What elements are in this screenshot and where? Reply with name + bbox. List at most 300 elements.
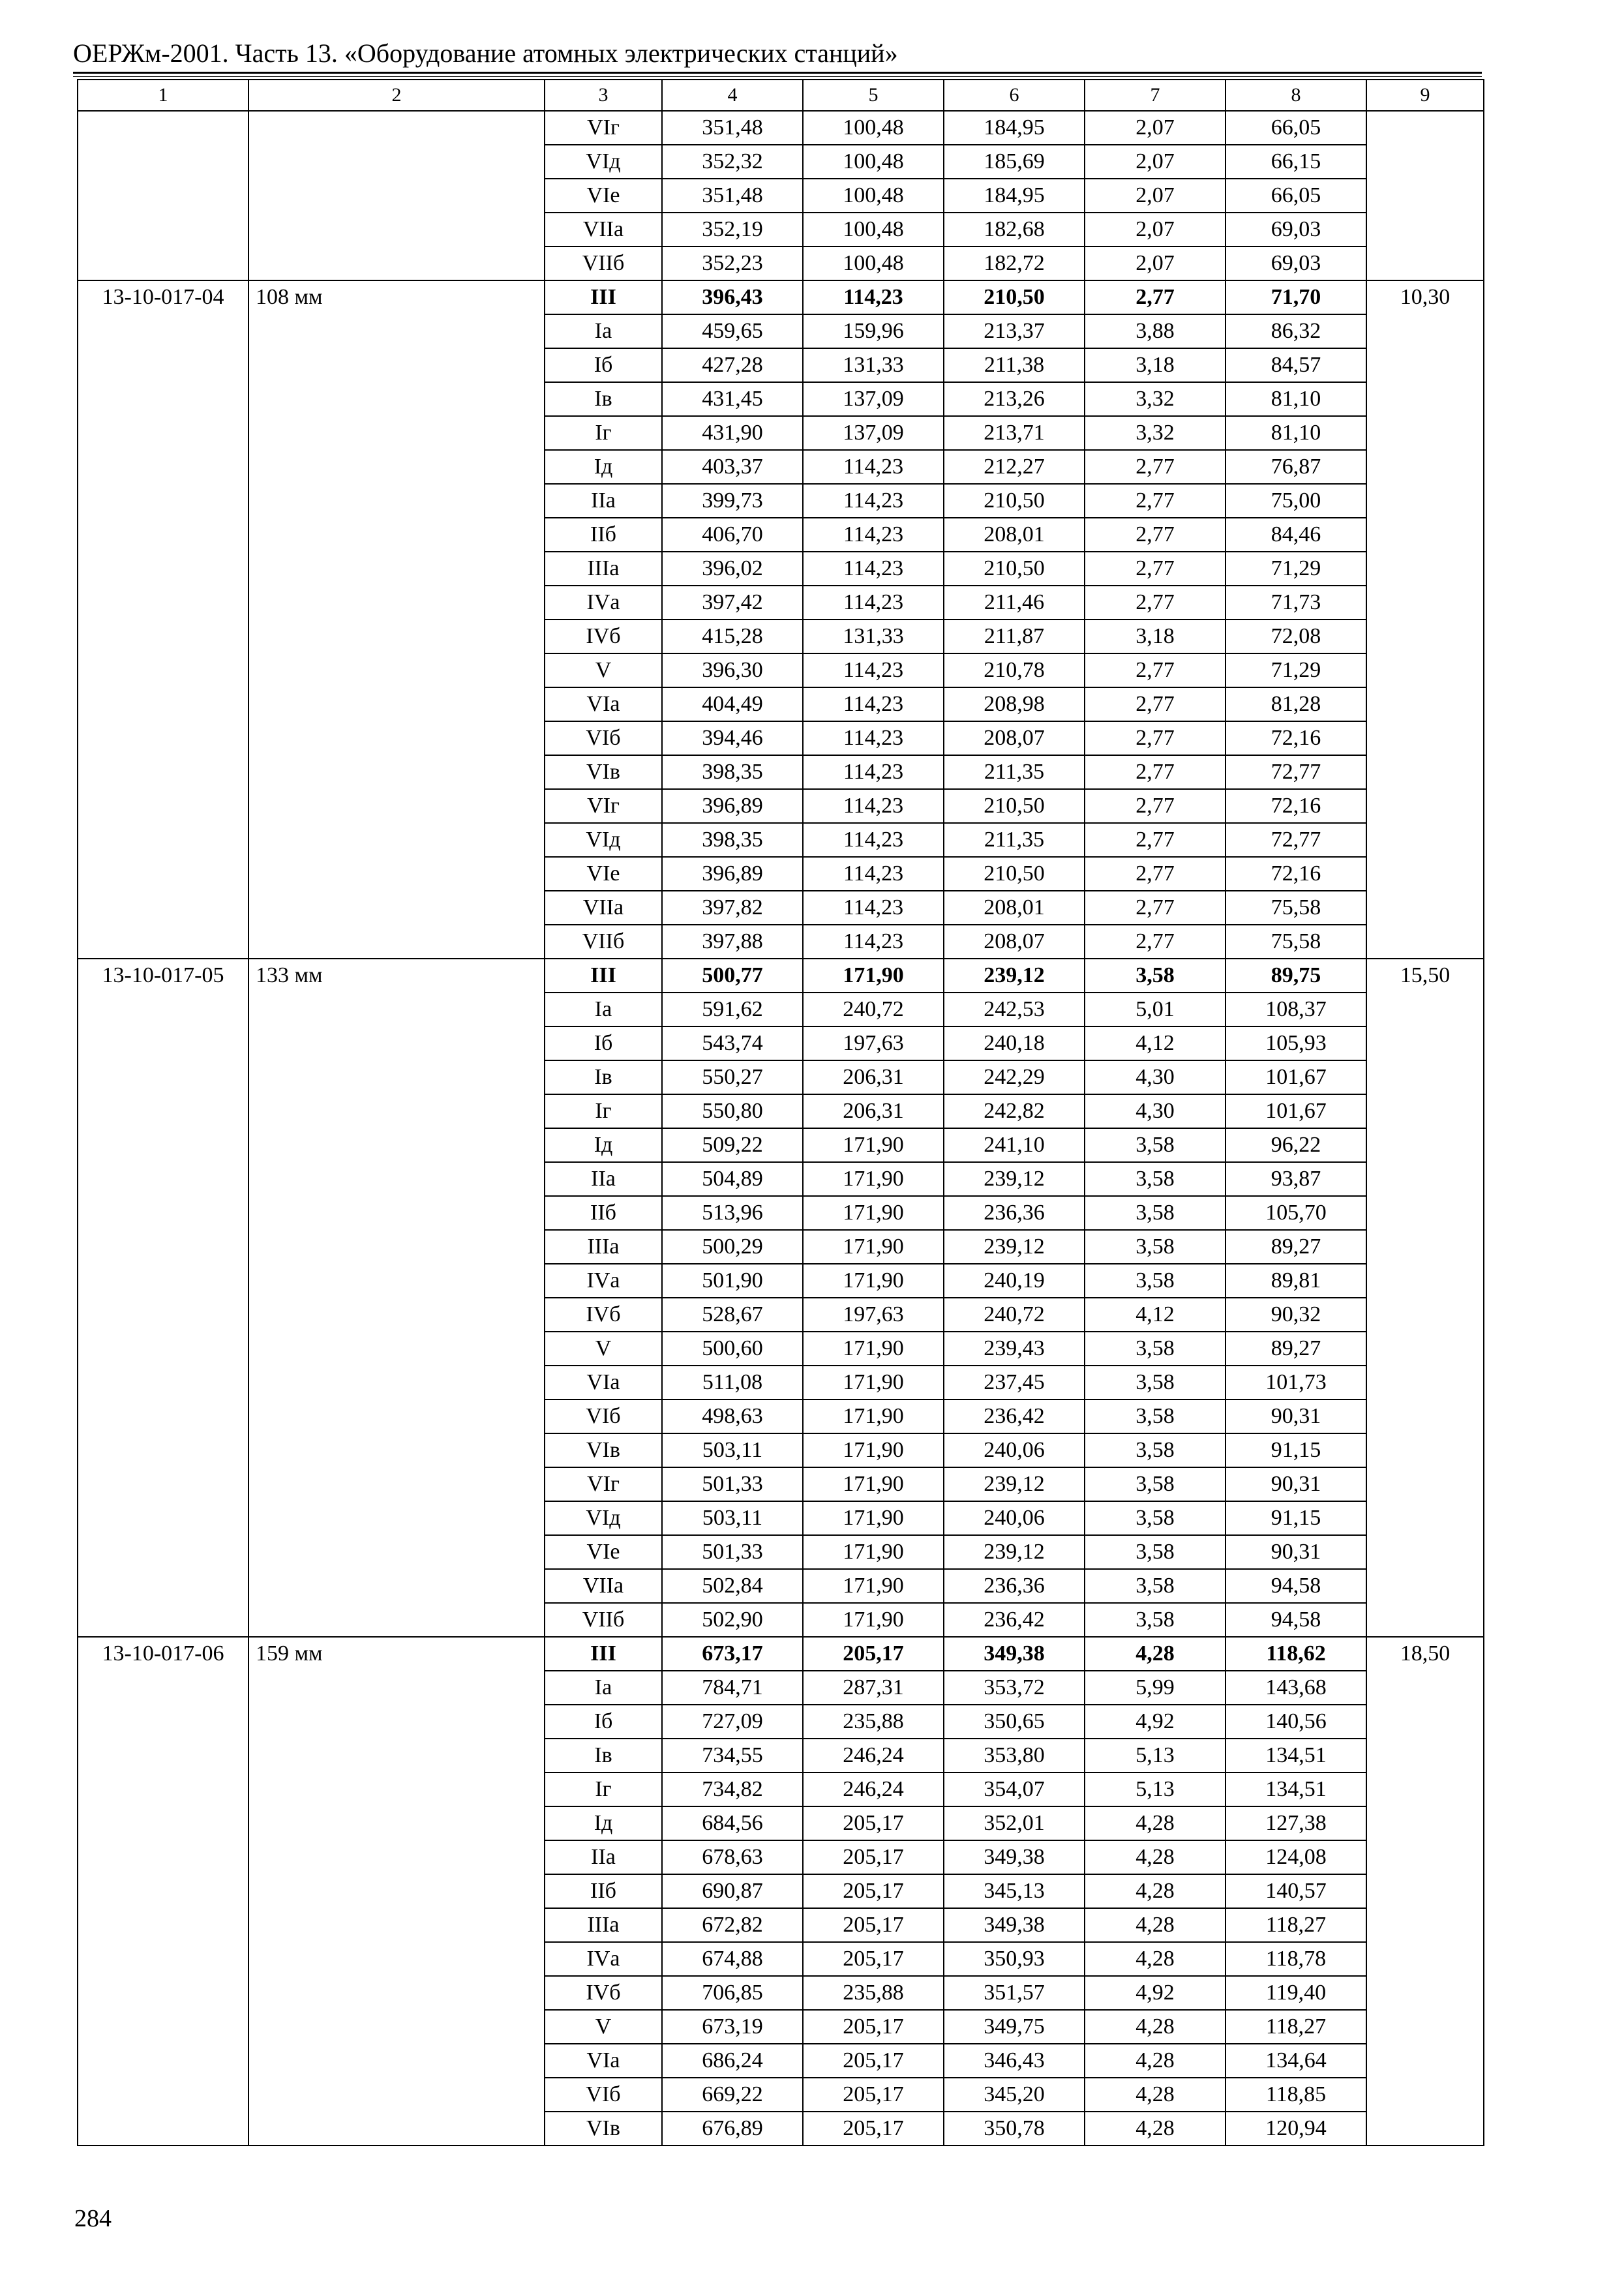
materials-cell: 134,64	[1226, 2044, 1366, 2078]
materials-cell: 118,85	[1226, 2078, 1366, 2112]
machines-cell: 212,27	[944, 450, 1085, 484]
materials-cell: 81,10	[1226, 416, 1366, 450]
class-cell: IIIа	[545, 1908, 662, 1942]
machines-cell: 353,80	[944, 1739, 1085, 1773]
cost-total-cell: 501,33	[662, 1535, 803, 1569]
materials-cell: 94,58	[1226, 1569, 1366, 1603]
machines-cell: 237,45	[944, 1366, 1085, 1399]
wages-cell: 159,96	[803, 314, 944, 348]
class-cell: VIе	[545, 857, 662, 891]
wages-cell: 205,17	[803, 1806, 944, 1840]
materials-cell: 101,67	[1226, 1060, 1366, 1094]
cost-total-cell: 502,90	[662, 1603, 803, 1637]
materials-cell: 75,00	[1226, 484, 1366, 518]
wages-cell: 171,90	[803, 1399, 944, 1433]
wages-cell: 114,23	[803, 789, 944, 823]
materials-cell: 89,75	[1226, 959, 1366, 993]
materials-cell: 118,78	[1226, 1942, 1366, 1976]
labor-cell: 4,92	[1085, 1976, 1226, 2010]
column-number: 6	[944, 80, 1085, 111]
labor-cell: 3,58	[1085, 1501, 1226, 1535]
class-cell: IIб	[545, 1196, 662, 1230]
cost-total-cell: 504,89	[662, 1162, 803, 1196]
labor-cell: 3,58	[1085, 1535, 1226, 1569]
diameter-cell: 159 мм	[248, 1637, 545, 2146]
materials-cell: 105,70	[1226, 1196, 1366, 1230]
machines-cell: 213,26	[944, 382, 1085, 416]
materials-cell: 71,29	[1226, 552, 1366, 586]
cost-total-cell: 427,28	[662, 348, 803, 382]
labor-cell: 4,28	[1085, 2010, 1226, 2044]
class-cell: IVб	[545, 620, 662, 653]
page-number: 284	[74, 2205, 112, 2232]
materials-cell: 72,16	[1226, 789, 1366, 823]
labor-cell: 2,77	[1085, 823, 1226, 857]
wages-cell: 114,23	[803, 653, 944, 687]
materials-cell: 134,51	[1226, 1739, 1366, 1773]
machines-cell: 351,57	[944, 1976, 1085, 2010]
materials-cell: 118,27	[1226, 2010, 1366, 2044]
cost-total-cell: 734,82	[662, 1773, 803, 1806]
machines-cell: 210,50	[944, 857, 1085, 891]
cost-total-cell: 498,63	[662, 1399, 803, 1433]
materials-cell: 89,27	[1226, 1332, 1366, 1366]
cost-total-cell: 351,48	[662, 111, 803, 145]
materials-cell: 90,31	[1226, 1535, 1366, 1569]
cost-total-cell: 399,73	[662, 484, 803, 518]
machines-cell: 210,50	[944, 552, 1085, 586]
wages-cell: 171,90	[803, 959, 944, 993]
cost-total-cell: 396,43	[662, 280, 803, 314]
wages-cell: 137,09	[803, 382, 944, 416]
machines-cell: 349,38	[944, 1840, 1085, 1874]
wages-cell: 114,23	[803, 857, 944, 891]
cost-total-cell: 500,60	[662, 1332, 803, 1366]
machines-cell: 208,01	[944, 891, 1085, 925]
materials-cell: 69,03	[1226, 213, 1366, 247]
machines-cell: 239,12	[944, 1230, 1085, 1264]
labor-cell: 3,58	[1085, 1196, 1226, 1230]
materials-cell: 71,73	[1226, 586, 1366, 620]
cost-total-cell: 396,02	[662, 552, 803, 586]
class-cell: IIб	[545, 518, 662, 552]
equipment-mass-cell: 18,50	[1366, 1637, 1484, 2146]
wages-cell: 206,31	[803, 1060, 944, 1094]
wages-cell: 114,23	[803, 925, 944, 959]
materials-cell: 84,57	[1226, 348, 1366, 382]
machines-cell: 239,12	[944, 1162, 1085, 1196]
cost-total-cell: 394,46	[662, 721, 803, 755]
wages-cell: 171,90	[803, 1264, 944, 1298]
machines-cell: 239,12	[944, 959, 1085, 993]
class-cell: V	[545, 2010, 662, 2044]
machines-cell: 354,07	[944, 1773, 1085, 1806]
machines-cell: 208,07	[944, 721, 1085, 755]
materials-cell: 91,15	[1226, 1433, 1366, 1467]
wages-cell: 114,23	[803, 450, 944, 484]
class-cell: VIв	[545, 755, 662, 789]
price-table-body	[78, 80, 1484, 2146]
cost-total-cell: 734,55	[662, 1739, 803, 1773]
column-number: 2	[248, 80, 545, 111]
materials-cell: 96,22	[1226, 1128, 1366, 1162]
labor-cell: 4,92	[1085, 1705, 1226, 1739]
machines-cell: 184,95	[944, 179, 1085, 213]
class-cell: Iб	[545, 1026, 662, 1060]
header-rule-thin	[73, 76, 1482, 77]
labor-cell: 4,28	[1085, 1874, 1226, 1908]
class-cell: VIа	[545, 1366, 662, 1399]
cost-total-cell: 500,77	[662, 959, 803, 993]
class-cell: Iд	[545, 450, 662, 484]
machines-cell: 211,35	[944, 755, 1085, 789]
materials-cell: 118,62	[1226, 1637, 1366, 1671]
cost-total-cell: 500,29	[662, 1230, 803, 1264]
class-cell: Iд	[545, 1806, 662, 1840]
materials-cell: 134,51	[1226, 1773, 1366, 1806]
labor-cell: 2,77	[1085, 280, 1226, 314]
machines-cell: 210,78	[944, 653, 1085, 687]
materials-cell: 93,87	[1226, 1162, 1366, 1196]
materials-cell: 90,32	[1226, 1298, 1366, 1332]
class-cell: VIе	[545, 1535, 662, 1569]
labor-cell: 2,77	[1085, 755, 1226, 789]
materials-cell: 75,58	[1226, 891, 1366, 925]
column-number: 3	[545, 80, 662, 111]
materials-cell: 72,77	[1226, 823, 1366, 857]
wages-cell: 205,17	[803, 2078, 944, 2112]
labor-cell: 2,07	[1085, 213, 1226, 247]
machines-cell: 236,42	[944, 1399, 1085, 1433]
class-cell: VIIб	[545, 925, 662, 959]
materials-cell: 71,70	[1226, 280, 1366, 314]
labor-cell: 4,28	[1085, 1840, 1226, 1874]
class-cell: VIд	[545, 145, 662, 179]
class-cell: IIа	[545, 1840, 662, 1874]
materials-cell: 75,58	[1226, 925, 1366, 959]
cost-total-cell: 415,28	[662, 620, 803, 653]
materials-cell: 89,27	[1226, 1230, 1366, 1264]
labor-cell: 3,58	[1085, 1399, 1226, 1433]
wages-cell: 240,72	[803, 993, 944, 1026]
materials-cell: 72,08	[1226, 620, 1366, 653]
labor-cell: 4,12	[1085, 1298, 1226, 1332]
materials-cell: 118,27	[1226, 1908, 1366, 1942]
machines-cell: 240,19	[944, 1264, 1085, 1298]
wages-cell: 114,23	[803, 518, 944, 552]
machines-cell: 349,38	[944, 1908, 1085, 1942]
machines-cell: 350,93	[944, 1942, 1085, 1976]
column-number: 9	[1366, 80, 1484, 111]
cost-total-cell: 784,71	[662, 1671, 803, 1705]
materials-cell: 72,77	[1226, 755, 1366, 789]
class-cell: IIа	[545, 1162, 662, 1196]
machines-cell: 208,98	[944, 687, 1085, 721]
machines-cell: 211,38	[944, 348, 1085, 382]
cost-total-cell: 509,22	[662, 1128, 803, 1162]
wages-cell: 100,48	[803, 145, 944, 179]
cost-total-cell: 352,23	[662, 247, 803, 280]
wages-cell: 235,88	[803, 1705, 944, 1739]
wages-cell: 205,17	[803, 2044, 944, 2078]
cost-total-cell: 528,67	[662, 1298, 803, 1332]
diameter-cell: 133 мм	[248, 959, 545, 1637]
labor-cell: 4,30	[1085, 1060, 1226, 1094]
labor-cell: 3,58	[1085, 1264, 1226, 1298]
wages-cell: 114,23	[803, 484, 944, 518]
materials-cell: 124,08	[1226, 1840, 1366, 1874]
cost-total-cell: 351,48	[662, 179, 803, 213]
machines-cell: 239,43	[944, 1332, 1085, 1366]
wages-cell: 205,17	[803, 1874, 944, 1908]
wages-cell: 171,90	[803, 1467, 944, 1501]
labor-cell: 3,58	[1085, 1569, 1226, 1603]
class-cell: IVа	[545, 586, 662, 620]
cost-total-cell: 398,35	[662, 755, 803, 789]
wages-cell: 131,33	[803, 348, 944, 382]
machines-cell: 210,50	[944, 484, 1085, 518]
labor-cell: 2,77	[1085, 653, 1226, 687]
class-cell: VIд	[545, 1501, 662, 1535]
wages-cell: 205,17	[803, 2010, 944, 2044]
diameter-cell	[248, 111, 545, 280]
cost-total-cell: 686,24	[662, 2044, 803, 2078]
cost-total-cell: 673,19	[662, 2010, 803, 2044]
wages-cell: 171,90	[803, 1535, 944, 1569]
machines-cell: 346,43	[944, 2044, 1085, 2078]
machines-cell: 352,01	[944, 1806, 1085, 1840]
machines-cell: 236,36	[944, 1569, 1085, 1603]
wages-cell: 205,17	[803, 1840, 944, 1874]
class-cell: IVа	[545, 1942, 662, 1976]
labor-cell: 2,07	[1085, 247, 1226, 280]
machines-cell: 210,50	[944, 789, 1085, 823]
cost-total-cell: 669,22	[662, 2078, 803, 2112]
class-cell: IVа	[545, 1264, 662, 1298]
column-number-row	[78, 80, 1484, 111]
materials-cell: 81,10	[1226, 382, 1366, 416]
class-cell: VIб	[545, 1399, 662, 1433]
materials-cell: 81,28	[1226, 687, 1366, 721]
class-cell: Iг	[545, 416, 662, 450]
machines-cell: 211,35	[944, 823, 1085, 857]
cost-total-cell: 543,74	[662, 1026, 803, 1060]
labor-cell: 5,13	[1085, 1739, 1226, 1773]
class-cell: Iа	[545, 314, 662, 348]
labor-cell: 3,58	[1085, 1467, 1226, 1501]
column-number: 8	[1226, 80, 1366, 111]
cost-total-cell: 591,62	[662, 993, 803, 1026]
materials-cell: 105,93	[1226, 1026, 1366, 1060]
cost-total-cell: 673,17	[662, 1637, 803, 1671]
wages-cell: 206,31	[803, 1094, 944, 1128]
wages-cell: 246,24	[803, 1739, 944, 1773]
materials-cell: 69,03	[1226, 247, 1366, 280]
machines-cell: 208,07	[944, 925, 1085, 959]
labor-cell: 4,28	[1085, 1942, 1226, 1976]
wages-cell: 171,90	[803, 1366, 944, 1399]
machines-cell: 240,18	[944, 1026, 1085, 1060]
labor-cell: 4,28	[1085, 2078, 1226, 2112]
machines-cell: 210,50	[944, 280, 1085, 314]
cost-total-cell: 431,45	[662, 382, 803, 416]
diameter-cell: 108 мм	[248, 280, 545, 959]
materials-cell: 72,16	[1226, 721, 1366, 755]
wages-cell: 100,48	[803, 111, 944, 145]
wages-cell: 114,23	[803, 280, 944, 314]
wages-cell: 205,17	[803, 2112, 944, 2146]
labor-cell: 2,77	[1085, 552, 1226, 586]
wages-cell: 114,23	[803, 687, 944, 721]
wages-cell: 114,23	[803, 823, 944, 857]
labor-cell: 3,32	[1085, 382, 1226, 416]
cost-total-cell: 431,90	[662, 416, 803, 450]
labor-cell: 5,99	[1085, 1671, 1226, 1705]
materials-cell: 90,31	[1226, 1467, 1366, 1501]
cost-total-cell: 398,35	[662, 823, 803, 857]
wages-cell: 114,23	[803, 891, 944, 925]
class-cell: VIд	[545, 823, 662, 857]
machines-cell: 345,20	[944, 2078, 1085, 2112]
wages-cell: 114,23	[803, 721, 944, 755]
materials-cell: 140,57	[1226, 1874, 1366, 1908]
class-cell: IVб	[545, 1976, 662, 2010]
materials-cell: 140,56	[1226, 1705, 1366, 1739]
resource-code-cell: 13-10-017-05	[78, 959, 248, 1637]
wages-cell: 171,90	[803, 1196, 944, 1230]
labor-cell: 2,07	[1085, 179, 1226, 213]
materials-cell: 84,46	[1226, 518, 1366, 552]
labor-cell: 4,12	[1085, 1026, 1226, 1060]
wages-cell: 197,63	[803, 1026, 944, 1060]
column-number: 1	[78, 80, 248, 111]
materials-cell: 66,05	[1226, 111, 1366, 145]
materials-cell: 76,87	[1226, 450, 1366, 484]
labor-cell: 4,30	[1085, 1094, 1226, 1128]
class-cell: IIб	[545, 1874, 662, 1908]
cost-total-cell: 550,27	[662, 1060, 803, 1094]
labor-cell: 4,28	[1085, 1637, 1226, 1671]
class-cell: Iа	[545, 993, 662, 1026]
machines-cell: 213,71	[944, 416, 1085, 450]
cost-total-cell: 352,19	[662, 213, 803, 247]
resource-code-cell	[78, 111, 248, 280]
machines-cell: 182,68	[944, 213, 1085, 247]
page-header-title: ОЕРЖм-2001. Часть 13. «Оборудование атомных электрических станций»	[73, 38, 898, 68]
resource-code-cell: 13-10-017-04	[78, 280, 248, 959]
class-cell: III	[545, 1637, 662, 1671]
materials-cell: 72,16	[1226, 857, 1366, 891]
wages-cell: 171,90	[803, 1501, 944, 1535]
labor-cell: 3,18	[1085, 348, 1226, 382]
materials-cell: 101,67	[1226, 1094, 1366, 1128]
class-cell: Iб	[545, 348, 662, 382]
cost-total-cell: 396,89	[662, 857, 803, 891]
machines-cell: 236,42	[944, 1603, 1085, 1637]
cost-total-cell: 396,89	[662, 789, 803, 823]
class-cell: VIг	[545, 111, 662, 145]
labor-cell: 2,77	[1085, 857, 1226, 891]
labor-cell: 3,58	[1085, 1162, 1226, 1196]
class-cell: IIа	[545, 484, 662, 518]
class-cell: Iг	[545, 1773, 662, 1806]
class-cell: Iв	[545, 1060, 662, 1094]
wages-cell: 205,17	[803, 1942, 944, 1976]
machines-cell: 349,38	[944, 1637, 1085, 1671]
cost-total-cell: 501,33	[662, 1467, 803, 1501]
machines-cell: 349,75	[944, 2010, 1085, 2044]
class-cell: III	[545, 959, 662, 993]
class-cell: VIа	[545, 2044, 662, 2078]
price-table	[77, 79, 1484, 2146]
class-cell: Iв	[545, 382, 662, 416]
wages-cell: 171,90	[803, 1128, 944, 1162]
machines-cell: 211,87	[944, 620, 1085, 653]
class-cell: VIIа	[545, 1569, 662, 1603]
machines-cell: 236,36	[944, 1196, 1085, 1230]
materials-cell: 119,40	[1226, 1976, 1366, 2010]
wages-cell: 100,48	[803, 213, 944, 247]
cost-total-cell: 672,82	[662, 1908, 803, 1942]
class-cell: Iб	[545, 1705, 662, 1739]
machines-cell: 353,72	[944, 1671, 1085, 1705]
materials-cell: 101,73	[1226, 1366, 1366, 1399]
cost-total-cell: 397,88	[662, 925, 803, 959]
labor-cell: 4,28	[1085, 2112, 1226, 2146]
cost-total-cell: 511,08	[662, 1366, 803, 1399]
machines-cell: 240,06	[944, 1501, 1085, 1535]
labor-cell: 3,58	[1085, 1433, 1226, 1467]
labor-cell: 3,18	[1085, 620, 1226, 653]
equipment-mass-cell	[1366, 111, 1484, 280]
machines-cell: 211,46	[944, 586, 1085, 620]
machines-cell: 240,72	[944, 1298, 1085, 1332]
wages-cell: 205,17	[803, 1908, 944, 1942]
column-number: 7	[1085, 80, 1226, 111]
materials-cell: 143,68	[1226, 1671, 1366, 1705]
machines-cell: 242,82	[944, 1094, 1085, 1128]
class-cell: VIв	[545, 1433, 662, 1467]
class-cell: Iг	[545, 1094, 662, 1128]
labor-cell: 3,88	[1085, 314, 1226, 348]
labor-cell: 2,77	[1085, 484, 1226, 518]
labor-cell: 3,32	[1085, 416, 1226, 450]
labor-cell: 4,28	[1085, 1806, 1226, 1840]
labor-cell: 2,07	[1085, 111, 1226, 145]
column-number: 5	[803, 80, 944, 111]
cost-total-cell: 403,37	[662, 450, 803, 484]
cost-total-cell: 503,11	[662, 1433, 803, 1467]
table-row	[78, 111, 1484, 145]
cost-total-cell: 550,80	[662, 1094, 803, 1128]
wages-cell: 114,23	[803, 552, 944, 586]
cost-total-cell: 459,65	[662, 314, 803, 348]
cost-total-cell: 396,30	[662, 653, 803, 687]
materials-cell: 66,05	[1226, 179, 1366, 213]
materials-cell: 89,81	[1226, 1264, 1366, 1298]
labor-cell: 3,58	[1085, 1332, 1226, 1366]
cost-total-cell: 676,89	[662, 2112, 803, 2146]
cost-total-cell: 404,49	[662, 687, 803, 721]
cost-total-cell: 513,96	[662, 1196, 803, 1230]
cost-total-cell: 690,87	[662, 1874, 803, 1908]
labor-cell: 2,77	[1085, 586, 1226, 620]
machines-cell: 213,37	[944, 314, 1085, 348]
materials-cell: 66,15	[1226, 145, 1366, 179]
class-cell: VIе	[545, 179, 662, 213]
materials-cell: 86,32	[1226, 314, 1366, 348]
table-row	[78, 1637, 1484, 1671]
